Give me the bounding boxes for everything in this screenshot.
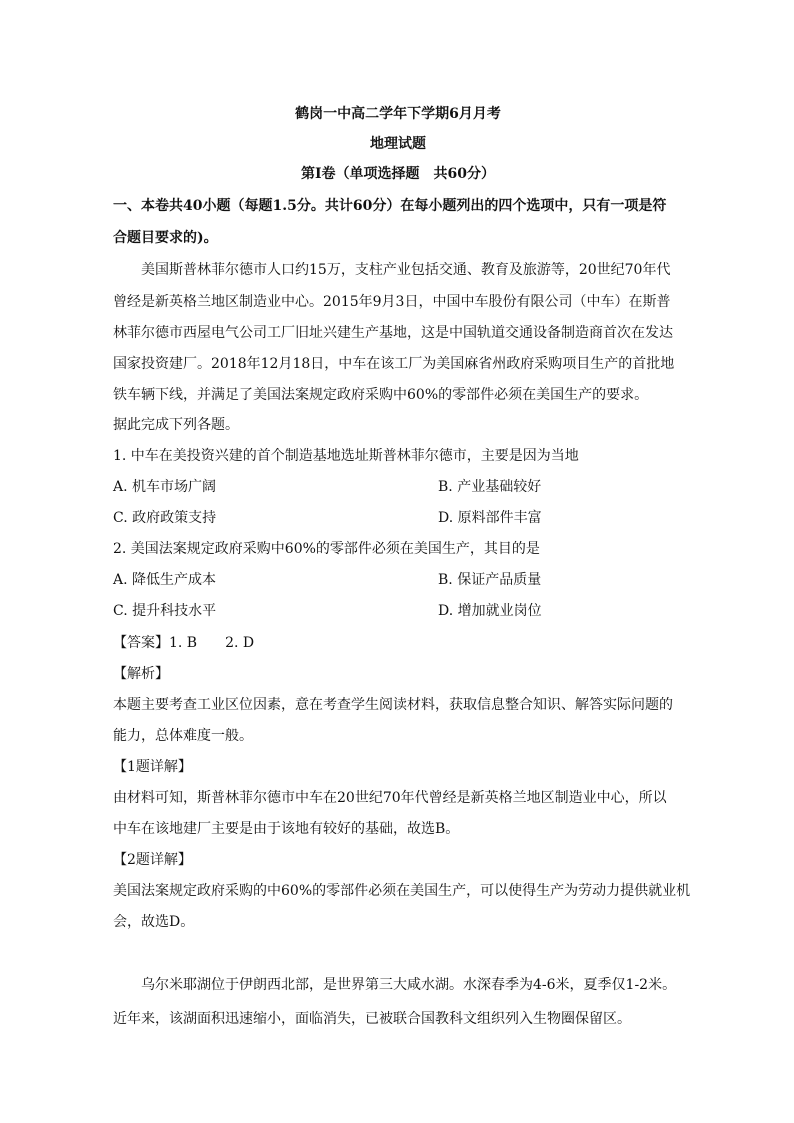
passage1-line-4: 国家投资建厂。2018年12月18日，中车在该工厂为美国麻省州政府采购项目生产的首批地	[113, 356, 675, 372]
detail-2-line-1: 美国法案规定政府采购的中60%的零部件必须在美国生产，可以使得生产为劳动力提供就业机	[113, 883, 691, 899]
passage1-line-1: 美国斯普林菲尔德市人口约15万，支柱产业包括交通、教育及旅游等，20世纪70年代	[141, 262, 671, 278]
question-2-option-b: B. 保证产品质量	[438, 572, 542, 588]
prompt-text: 据此完成下列各题。	[113, 417, 239, 433]
passage2-line-2: 近年来，该湖面积迅速缩小，面临消失，已被联合国教科文组织列入生物圈保留区。	[113, 1011, 631, 1027]
question-2-option-d: D. 增加就业岗位	[438, 603, 542, 619]
passage1-line-5: 铁车辆下线，并满足了美国法案规定政府采购中60%的零部件必须在美国生产的要求。	[113, 387, 649, 403]
question-2-stem: 2. 美国法案规定政府采购中60%的零部件必须在美国生产，其目的是	[113, 541, 540, 557]
detail-1-line-2: 中车在该地建厂主要是由于该地有较好的基础，故选B。	[113, 821, 460, 837]
exam-title: 鹤岗一中高二学年下学期6月月考	[295, 106, 501, 122]
answer-line: 【答案】1. B 2. D	[113, 635, 255, 651]
instructions-line-2: 合题目要求的)。	[113, 230, 218, 246]
detail-2-heading: 【2题详解】	[113, 852, 192, 868]
question-1-option-b: B. 产业基础较好	[438, 479, 542, 495]
question-1-option-a: A. 机车市场广阔	[113, 479, 217, 495]
detail-2-line-2: 会，故选D。	[113, 914, 195, 930]
question-2-option-c: C. 提升科技水平	[113, 603, 217, 619]
question-2-option-a: A. 降低生产成本	[113, 572, 217, 588]
analysis-line-2: 能力，总体难度一般。	[113, 728, 253, 744]
detail-1-heading: 【1题详解】	[113, 759, 192, 775]
passage1-line-3: 林菲尔德市西屋电气公司工厂旧址兴建生产基地，这是中国轨道交通设备制造商首次在发达	[113, 325, 673, 341]
question-1-option-c: C. 政府政策支持	[113, 510, 217, 526]
question-1-option-d: D. 原料部件丰富	[438, 510, 542, 526]
passage2-line-1: 乌尔米耶湖位于伊朗西北部，是世界第三大咸水湖。水深春季为4-6米，夏季仅1-2米。	[141, 977, 677, 993]
passage1-line-2: 曾经是新英格兰地区制造业中心。2015年9月3日，中国中车股份有限公司（中车）在斯普	[113, 294, 671, 310]
analysis-heading: 【解析】	[113, 666, 169, 682]
instructions-line-1: 一、本卷共40小题（每题1.5分。共计60分）在每小题列出的四个选项中，只有一项是符	[113, 198, 667, 214]
question-1-stem: 1. 中车在美投资兴建的首个制造基地选址斯普林菲尔德市，主要是因为当地	[113, 448, 579, 464]
subject-title: 地理试题	[370, 136, 426, 152]
detail-1-line-1: 由材料可知，斯普林菲尔德市中车在20世纪70年代曾经是新英格兰地区制造业中心，所以	[113, 790, 667, 806]
section-title: 第Ⅰ卷（单项选择题 共60分）	[300, 166, 496, 182]
analysis-line-1: 本题主要考查工业区位因素，意在考查学生阅读材料，获取信息整合知识、解答实际问题的	[113, 697, 673, 713]
